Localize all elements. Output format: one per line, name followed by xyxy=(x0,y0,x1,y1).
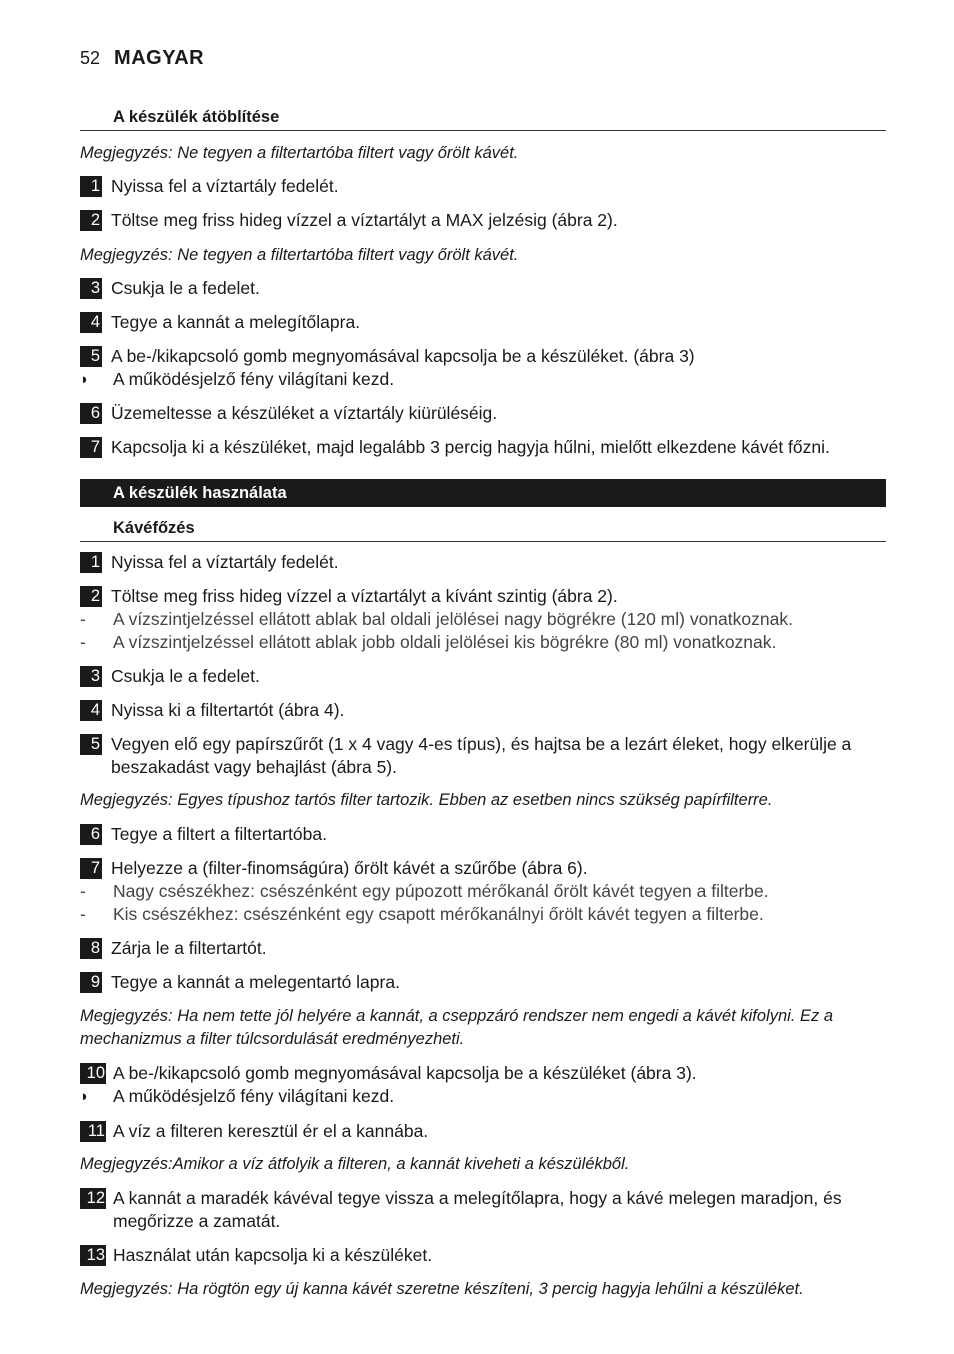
step-text: Kapcsolja ki a készüléket, majd legalább 3 percig hagyja hűlni, mielőtt elkezdene kávét főzni. xyxy=(111,437,830,457)
step-item xyxy=(80,277,886,300)
sub-text: A vízszintjelzéssel ellátott ablak jobb oldali jelölései kis bögrékre (80 ml) vonatkoznak. xyxy=(113,632,777,652)
step-text: Csukja le a fedelet. xyxy=(111,278,260,298)
section-heading-usage xyxy=(80,479,886,507)
step-text: Nyissa ki a filtertartót (ábra 4). xyxy=(111,700,345,720)
step-number-badge: 2 xyxy=(80,210,102,231)
step-item xyxy=(80,971,886,994)
step-number-badge: 13 xyxy=(80,1245,106,1266)
step-item xyxy=(80,175,886,198)
step-text: Tegye a filtert a filtertartóba. xyxy=(111,824,327,844)
step-text: Zárja le a filtertartót. xyxy=(111,938,267,958)
step-number-badge: 6 xyxy=(80,403,102,424)
step-item xyxy=(80,345,886,368)
step-number-badge: 12 xyxy=(80,1188,106,1209)
step-item xyxy=(80,1120,886,1143)
step-item xyxy=(80,1187,886,1233)
step-number-badge: 1 xyxy=(80,176,102,197)
step-number-badge: 3 xyxy=(80,666,102,687)
step-text: Üzemeltesse a készüléket a víztartály kiürüléséig. xyxy=(111,403,498,423)
step-number-badge: 3 xyxy=(80,278,102,299)
step-item xyxy=(80,665,886,688)
step-number-badge: 1 xyxy=(80,552,102,573)
step-text: A be-/kikapcsoló gomb megnyomásával kapcsolja be a készüléket (ábra 3). xyxy=(113,1063,697,1083)
step-number-badge: 11 xyxy=(80,1121,106,1142)
step-text: A kannát a maradék kávéval tegye vissza a melegítőlapra, hogy a kávé melegen maradjon, és megőrizze a zamatát. xyxy=(113,1188,842,1231)
step-item xyxy=(80,733,886,779)
note: Megjegyzés: Ne tegyen a filtertartóba filtert vagy őrölt kávét. xyxy=(80,246,519,264)
dash-bullet: - xyxy=(80,609,86,629)
step-item xyxy=(80,209,886,232)
step-result xyxy=(80,368,886,391)
step-number-badge: 4 xyxy=(80,700,102,721)
dash-bullet: - xyxy=(80,904,86,924)
step-text: Nyissa fel a víztartály fedelét. xyxy=(111,552,339,572)
note: Megjegyzés: Egyes típushoz tartós filter tartozik. Ebben az esetben nincs szükség papírfilterre. xyxy=(80,791,773,809)
step-text: Helyezze a (filter-finomságúra) őrölt kávét a szűrőbe (ábra 6). xyxy=(111,858,588,878)
step-number-badge: 6 xyxy=(80,824,102,845)
result-text: A működésjelző fény világítani kezd. xyxy=(113,369,395,389)
step-item xyxy=(80,699,886,722)
subsection-title: Kávéfőzés xyxy=(113,519,195,537)
page-header xyxy=(80,47,204,73)
step-text: Használat után kapcsolja ki a készüléket. xyxy=(113,1245,433,1265)
section-title: A készülék használata xyxy=(113,484,287,502)
section-title: A készülék átöblítése xyxy=(113,108,280,126)
sub-item xyxy=(80,903,886,926)
step-number-badge: 7 xyxy=(80,437,102,458)
sub-text: Nagy csészékhez: csészénként egy púpozott mérőkanál őrölt kávét tegyen a filterbe. xyxy=(113,881,769,901)
language-title: MAGYAR xyxy=(114,47,205,69)
note: Megjegyzés: Ne tegyen a filtertartóba filtert vagy őrölt kávét. xyxy=(80,144,519,162)
step-text: Töltse meg friss hideg vízzel a víztartályt a kívánt szintig (ábra 2). xyxy=(111,586,618,606)
sub-item xyxy=(80,880,886,903)
step-item xyxy=(80,585,886,608)
step-number-badge: 5 xyxy=(80,346,102,367)
step-item xyxy=(80,1062,886,1085)
step-text: Tegye a kannát a melegítőlapra. xyxy=(111,312,361,332)
step-number-badge: 5 xyxy=(80,734,102,755)
step-item xyxy=(80,402,886,425)
result-arrow-icon: ◗ xyxy=(80,1088,90,1105)
subsection-heading-brewing xyxy=(80,516,886,542)
dash-bullet: - xyxy=(80,632,86,652)
sub-text: Kis csészékhez: csészénként egy csapott mérőkanálnyi őrölt kávét tegyen a filterbe. xyxy=(113,904,764,924)
step-item xyxy=(80,551,886,574)
step-text: Csukja le a fedelet. xyxy=(111,666,260,686)
step-text: Tegye a kannát a melegentartó lapra. xyxy=(111,972,400,992)
step-number-badge: 9 xyxy=(80,972,102,993)
note: Megjegyzés: Ha rögtön egy új kanna kávét szeretne készíteni, 3 percig hagyja lehűlni a készüléket. xyxy=(80,1280,804,1298)
page-number: 52 xyxy=(80,48,101,68)
sub-item xyxy=(80,608,886,631)
step-item xyxy=(80,823,886,846)
step-text: A be-/kikapcsoló gomb megnyomásával kapcsolja be a készüléket. (ábra 3) xyxy=(111,346,695,366)
result-arrow-icon: ◗ xyxy=(80,371,90,388)
step-item xyxy=(80,857,886,880)
sub-text: A vízszintjelzéssel ellátott ablak bal oldali jelölései nagy bögrékre (120 ml) vonatkoznak. xyxy=(113,609,793,629)
step-item xyxy=(80,1244,886,1267)
step-item xyxy=(80,311,886,334)
dash-bullet: - xyxy=(80,881,86,901)
note: Megjegyzés:Amikor a víz átfolyik a filteren, a kannát kiveheti a készülékből. xyxy=(80,1155,630,1173)
result-text: A működésjelző fény világítani kezd. xyxy=(113,1086,395,1106)
step-number-badge: 10 xyxy=(80,1063,106,1084)
step-item xyxy=(80,937,886,960)
step-number-badge: 7 xyxy=(80,858,102,879)
section-heading-rinsing xyxy=(80,105,886,131)
step-result xyxy=(80,1085,886,1108)
step-text: Vegyen elő egy papírszűrőt (1 x 4 vagy 4-es típus), és hajtsa be a lezárt éleket, hogy elkerülje a beszakadást vagy behajlást (ábra 5). xyxy=(111,734,852,777)
sub-item xyxy=(80,631,886,654)
step-number-badge: 4 xyxy=(80,312,102,333)
step-number-badge: 8 xyxy=(80,938,102,959)
step-item xyxy=(80,436,886,459)
step-text: A víz a filteren keresztül ér el a kannába. xyxy=(113,1121,429,1141)
step-number-badge: 2 xyxy=(80,586,102,607)
step-text: Töltse meg friss hideg vízzel a víztartályt a MAX jelzésig (ábra 2). xyxy=(111,210,618,230)
step-text: Nyissa fel a víztartály fedelét. xyxy=(111,176,339,196)
note: Megjegyzés: Ha nem tette jól helyére a kannát, a cseppzáró rendszer nem engedi a kávét kifolyni. Ez a mechanizmus a filter túlcsordulását eredményezheti. xyxy=(80,1007,834,1048)
